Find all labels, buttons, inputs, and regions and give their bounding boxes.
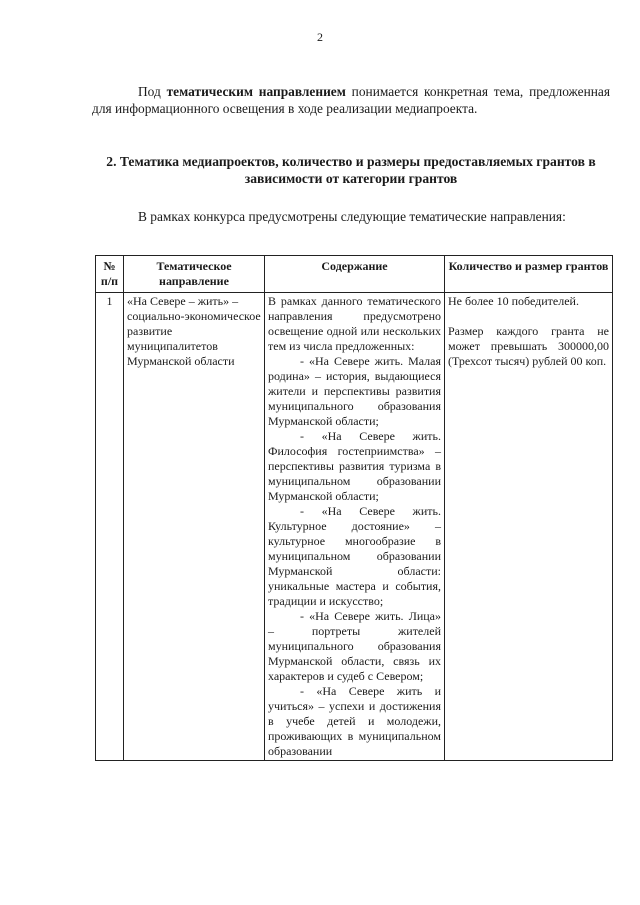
intro-bold-term: тематическим направлением: [166, 84, 346, 99]
intro-lead: Под: [138, 84, 161, 99]
header-content: Содержание: [265, 256, 445, 293]
content-item: - «На Севере жить. Культурное достояние» – культурное многообразие в муниципальном образовании Мурманской области: уникальные мастера и события, традиции и искусство;: [268, 504, 441, 608]
row-quantity: [445, 293, 613, 761]
table-header-row: [96, 256, 613, 293]
content-intro: В рамках данного тематического направления предусмотрено освещение одной или нескольких тем из числа предложенных:: [268, 294, 441, 353]
intro-paragraph: [92, 83, 610, 117]
table-row: [96, 293, 613, 761]
content-item: - «На Севере жить и учиться» – успехи и достижения в учебе детей и молодежи, проживающих в муниципальном образовании: [268, 684, 441, 758]
quantity-grant-size: Размер каждого гранта не может превышать 300000,00 (Трехсот тысяч) рублей 00 коп.: [448, 324, 609, 368]
row-direction: «На Севере – жить» – социально-экономическое развитие муниципалитетов Мурманской области: [124, 293, 265, 761]
thematic-directions-table: [95, 255, 613, 761]
header-quantity: Количество и размер грантов: [445, 256, 613, 293]
quantity-winners: Не более 10 победителей.: [448, 294, 579, 308]
page-number: 2: [317, 30, 323, 44]
content-item: - «На Севере жить. Лица» – портреты жителей муниципального образования Мурманской области, связь их характеров и судеб с Севером;: [268, 609, 441, 683]
row-num: 1: [96, 293, 124, 761]
content-item: - «На Севере жить. Малая родина» – история, выдающиеся жители и перспективы развития муниципального образования Мурманской области;: [268, 354, 441, 428]
content-item: - «На Севере жить. Философия гостеприимства» – перспективы развития туризма в муниципальном образовании Мурманской области;: [268, 429, 441, 503]
header-direction: Тематическое направление: [124, 256, 265, 293]
row-content: [265, 293, 445, 761]
header-num: № п/п: [96, 256, 124, 293]
directions-intro-paragraph: В рамках конкурса предусмотрены следующие тематические направления:: [138, 209, 566, 224]
section-heading: 2. Тематика медиапроектов, количество и размеры предоставляемых грантов в зависимости от категории грантов: [106, 154, 596, 186]
intro-rest: понимается конкретная тема, предложенная для информационного освещения в ходе реализации медиапроекта.: [92, 84, 611, 116]
